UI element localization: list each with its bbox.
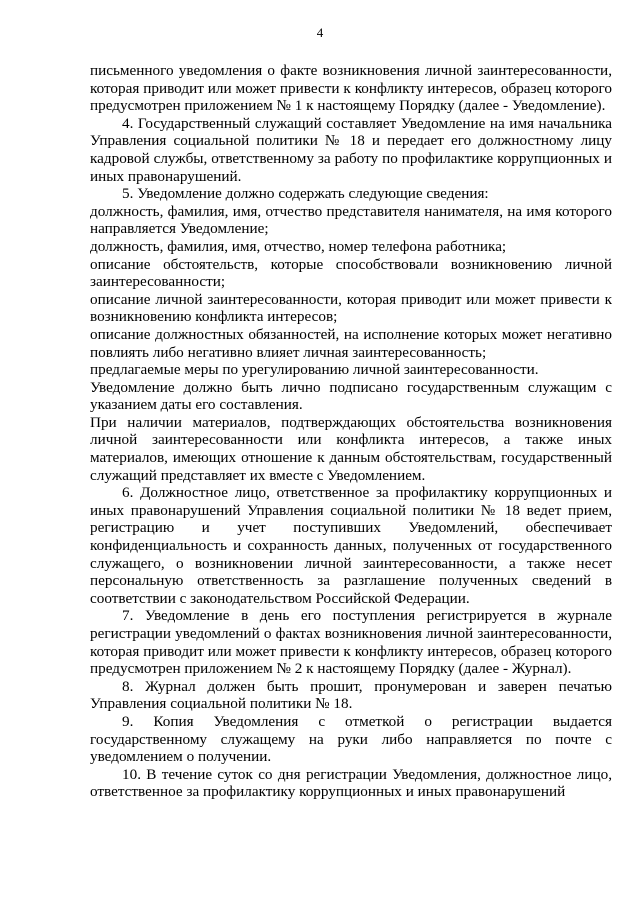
paragraph-item-5: 5. Уведомление должно содержать следующие сведения:: [122, 185, 489, 203]
paragraph-signature: Уведомление должно быть лично подписано государственным служащим с указанием даты его составления.: [90, 378, 612, 414]
list-item-employee: должность, фамилия, имя, отчество, номер телефона работника;: [90, 237, 507, 255]
paragraph-item-10: 10. В течение суток со дня регистрации Уведомления, должностное лицо, ответственное за профилактику коррупционных и иных правонарушений: [90, 765, 612, 801]
paragraph-item-8: 8. Журнал должен быть прошит, пронумерован и заверен печатью Управления социальной политики № 18.: [90, 677, 612, 713]
paragraph-materials: При наличии материалов, подтверждающих обстоятельства возникновения личной заинтересованности или конфликта интересов, а также иных материалов, имеющих отношение к данным обстоятельствам, государственный служащий представляет их вместе с Уведомлением.: [90, 413, 612, 484]
paragraph-item-9: 9. Копия Уведомления с отметкой о регистрации выдается государственному служащему на руки либо направляется по почте с уведомлением о получении.: [90, 712, 612, 766]
list-item-interest: описание личной заинтересованности, которая приводит или может привести к возникновению конфликта интересов;: [90, 290, 612, 326]
list-item-measures: предлагаемые меры по урегулированию личной заинтересованности.: [90, 361, 539, 379]
document-body: [90, 62, 612, 801]
page-number: 4: [316, 25, 324, 40]
paragraph-item-4: 4. Государственный служащий составляет Уведомление на имя начальника Управления социальной политики № 18 и передает его должностному лицу кадровой службы, ответственному за работу по профилактике коррупционных и иных правонарушений.: [90, 114, 612, 185]
paragraph-item-6: 6. Должностное лицо, ответственное за профилактику коррупционных и иных правонарушений Управления социальной политики № 18 ведет прием, регистрацию и учет поступивших Уведомлений, обеспечивает конфиденциальность и сохранность данных, полученных от государственного служащего, о возникновении личной заинтересованности, а также несет персональную ответственность за разглашение полученных сведений в соответствии с законодательством Российской Федерации.: [90, 484, 612, 607]
paragraph-item-7: 7. Уведомление в день его поступления регистрируется в журнале регистрации уведомлений о фактах возникновения личной заинтересованности, которая приводит или может привести к конфликту интересов, образец которого предусмотрен приложением № 2 к настоящему Порядку (далее - Журнал).: [90, 607, 612, 678]
list-item-circumstances: описание обстоятельств, которые способствовали возникновению личной заинтересованности;: [90, 255, 612, 291]
list-item-duties: описание должностных обязанностей, на исполнение которых может негативно повлиять либо негативно влияет личная заинтересованность;: [90, 325, 612, 361]
list-item-representative: должность, фамилия, имя, отчество представителя нанимателя, на имя которого направляется Уведомление;: [90, 202, 612, 238]
paragraph-notice-continuation: письменного уведомления о факте возникновения личной заинтересованности, которая приводит или может привести к конфликту интересов, образец которого предусмотрен приложением № 1 к настоящему Порядку (далее - Уведомление).: [90, 62, 612, 115]
